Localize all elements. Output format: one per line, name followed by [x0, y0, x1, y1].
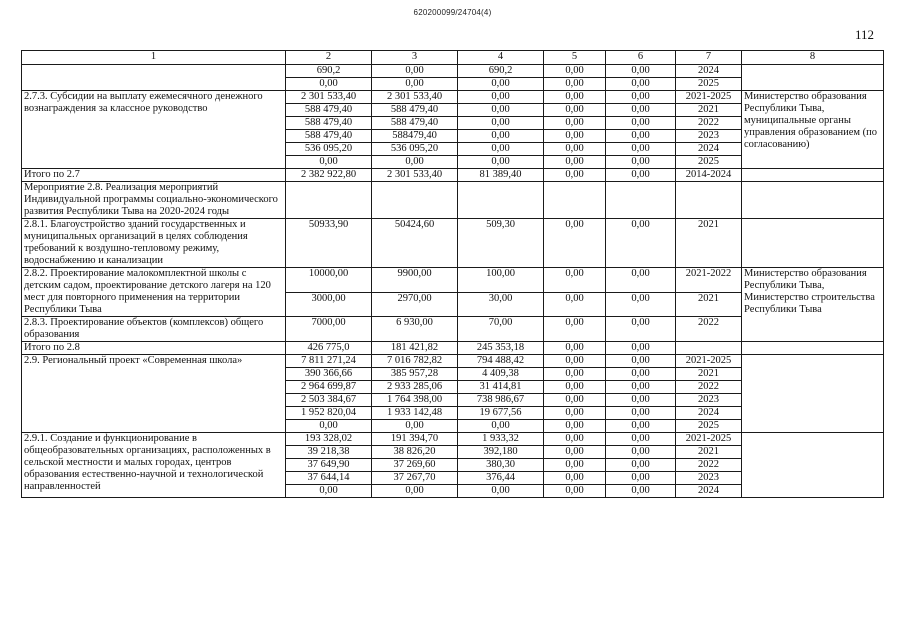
- amount-cell: 0,00: [372, 485, 458, 498]
- amount-cell: 0,00: [606, 394, 676, 407]
- amount-cell: 4 409,38: [458, 368, 544, 381]
- amount-cell: 3000,00: [286, 292, 372, 317]
- amount-cell: 1 764 398,00: [372, 394, 458, 407]
- period-cell: 2021-2022: [676, 268, 742, 293]
- table-header-row: [22, 51, 884, 65]
- period-cell: [676, 342, 742, 355]
- amount-cell: 0,00: [458, 420, 544, 433]
- period-cell: 2021-2025: [676, 433, 742, 446]
- amount-cell: 0,00: [372, 78, 458, 91]
- row-executor: [742, 355, 884, 433]
- amount-cell: 30,00: [458, 292, 544, 317]
- amount-cell: 0,00: [606, 130, 676, 143]
- amount-cell: 588 479,40: [372, 117, 458, 130]
- period-cell: 2024: [676, 143, 742, 156]
- amount-cell: 0,00: [544, 407, 606, 420]
- amount-cell: 536 095,20: [372, 143, 458, 156]
- amount-cell: 0,00: [544, 381, 606, 394]
- amount-cell: 100,00: [458, 268, 544, 293]
- amount-cell: 426 775,0: [286, 342, 372, 355]
- row-description: 2.8.3. Проектирование объектов (комплексов) общего образования: [22, 317, 286, 342]
- amount-cell: 0,00: [544, 485, 606, 498]
- row-description: 2.8.2. Проектирование малокомплектной школы с детским садом, проектирование детского лагеря на 120 мест для повторного применения на территории Республики Тыва: [22, 268, 286, 317]
- amount-cell: 0,00: [544, 65, 606, 78]
- amount-cell: 70,00: [458, 317, 544, 342]
- amount-cell: 37 269,60: [372, 459, 458, 472]
- amount-cell: 588 479,40: [286, 104, 372, 117]
- amount-cell: 0,00: [606, 433, 676, 446]
- period-cell: 2022: [676, 317, 742, 342]
- row-description: Итого по 2.7: [22, 169, 286, 182]
- amount-cell: 0,00: [286, 485, 372, 498]
- table-row: [22, 268, 884, 293]
- amount-cell: 0,00: [606, 407, 676, 420]
- amount-cell: 690,2: [458, 65, 544, 78]
- period-cell: 2025: [676, 156, 742, 169]
- amount-cell: 10000,00: [286, 268, 372, 293]
- amount-cell: 7 811 271,24: [286, 355, 372, 368]
- period-cell: 2023: [676, 472, 742, 485]
- amount-cell: 50933,90: [286, 219, 372, 268]
- row-description: [22, 65, 286, 91]
- amount-cell: 0,00: [544, 219, 606, 268]
- amount-cell: 390 366,66: [286, 368, 372, 381]
- page-number: 112: [854, 27, 874, 42]
- amount-cell: 0,00: [606, 317, 676, 342]
- amount-cell: 7 016 782,82: [372, 355, 458, 368]
- amount-cell: 509,30: [458, 219, 544, 268]
- amount-cell: 1 933,32: [458, 433, 544, 446]
- period-cell: [676, 182, 742, 219]
- amount-cell: 0,00: [286, 156, 372, 169]
- amount-cell: [286, 182, 372, 219]
- table-row: [22, 169, 884, 182]
- amount-cell: 0,00: [544, 91, 606, 104]
- amount-cell: 181 421,82: [372, 342, 458, 355]
- column-header: 2: [286, 51, 372, 65]
- budget-table: [21, 50, 884, 498]
- amount-cell: 245 353,18: [458, 342, 544, 355]
- period-cell: 2024: [676, 65, 742, 78]
- amount-cell: 0,00: [458, 91, 544, 104]
- period-cell: 2021: [676, 219, 742, 268]
- row-description: 2.7.3. Субсидии на выплату ежемесячного денежного вознаграждения за классное руководство: [22, 91, 286, 169]
- amount-cell: 0,00: [606, 368, 676, 381]
- amount-cell: 0,00: [544, 394, 606, 407]
- amount-cell: 0,00: [606, 268, 676, 293]
- table-row: [22, 65, 884, 78]
- amount-cell: 0,00: [372, 65, 458, 78]
- amount-cell: 380,30: [458, 459, 544, 472]
- row-executor: Министерство образования Республики Тыва, муниципальные органы управления образованием (по согласованию): [742, 91, 884, 169]
- amount-cell: [458, 182, 544, 219]
- period-cell: 2022: [676, 117, 742, 130]
- period-cell: 2024: [676, 485, 742, 498]
- table-row: [22, 355, 884, 368]
- amount-cell: 0,00: [544, 130, 606, 143]
- amount-cell: 0,00: [544, 143, 606, 156]
- amount-cell: 0,00: [606, 342, 676, 355]
- amount-cell: 588 479,40: [372, 104, 458, 117]
- amount-cell: 9900,00: [372, 268, 458, 293]
- period-cell: 2014-2024: [676, 169, 742, 182]
- amount-cell: 37 267,70: [372, 472, 458, 485]
- column-header: 3: [372, 51, 458, 65]
- amount-cell: 6 930,00: [372, 317, 458, 342]
- amount-cell: 0,00: [458, 104, 544, 117]
- amount-cell: 0,00: [372, 420, 458, 433]
- amount-cell: 39 218,38: [286, 446, 372, 459]
- column-header: 8: [742, 51, 884, 65]
- amount-cell: 690,2: [286, 65, 372, 78]
- amount-cell: 0,00: [458, 156, 544, 169]
- amount-cell: 392,180: [458, 446, 544, 459]
- amount-cell: 0,00: [606, 292, 676, 317]
- amount-cell: 0,00: [372, 156, 458, 169]
- amount-cell: 0,00: [286, 78, 372, 91]
- amount-cell: 1 952 820,04: [286, 407, 372, 420]
- amount-cell: 0,00: [606, 219, 676, 268]
- amount-cell: 0,00: [544, 472, 606, 485]
- period-cell: 2021-2025: [676, 355, 742, 368]
- amount-cell: 0,00: [544, 368, 606, 381]
- amount-cell: 0,00: [606, 104, 676, 117]
- row-executor: [742, 182, 884, 219]
- amount-cell: 0,00: [606, 381, 676, 394]
- period-cell: 2021: [676, 446, 742, 459]
- column-header: 1: [22, 51, 286, 65]
- period-cell: 2025: [676, 420, 742, 433]
- period-cell: 2022: [676, 459, 742, 472]
- amount-cell: 385 957,28: [372, 368, 458, 381]
- amount-cell: 0,00: [544, 104, 606, 117]
- amount-cell: 0,00: [544, 355, 606, 368]
- period-cell: 2024: [676, 407, 742, 420]
- amount-cell: 0,00: [544, 459, 606, 472]
- amount-cell: 0,00: [544, 420, 606, 433]
- amount-cell: 2 301 533,40: [372, 91, 458, 104]
- amount-cell: 588479,40: [372, 130, 458, 143]
- table-row: [22, 342, 884, 355]
- amount-cell: 19 677,56: [458, 407, 544, 420]
- row-description: 2.9.1. Создание и функционирование в общеобразовательных организациях, расположенных в сельской местности и малых городах, центров образования естественно-научной и технологической направленностей: [22, 433, 286, 498]
- amount-cell: 2 964 699,87: [286, 381, 372, 394]
- period-cell: 2021-2025: [676, 91, 742, 104]
- column-header: 5: [544, 51, 606, 65]
- amount-cell: 2 503 384,67: [286, 394, 372, 407]
- amount-cell: 7000,00: [286, 317, 372, 342]
- row-description: Мероприятие 2.8. Реализация мероприятий Индивидуальной программы социально-экономического развития Республики Тыва на 2020-2024 годы: [22, 182, 286, 219]
- amount-cell: 0,00: [606, 117, 676, 130]
- amount-cell: 738 986,67: [458, 394, 544, 407]
- amount-cell: 0,00: [544, 169, 606, 182]
- amount-cell: 191 394,70: [372, 433, 458, 446]
- amount-cell: [372, 182, 458, 219]
- row-description: 2.8.1. Благоустройство зданий государственных и муниципальных организаций в целях соблюдения требований к воздушно-тепловому режиму, водоснабжению и канализации: [22, 219, 286, 268]
- amount-cell: 0,00: [544, 433, 606, 446]
- row-executor: [742, 169, 884, 182]
- table-row: [22, 219, 884, 268]
- amount-cell: 0,00: [606, 472, 676, 485]
- amount-cell: 0,00: [458, 143, 544, 156]
- amount-cell: 0,00: [544, 292, 606, 317]
- amount-cell: 37 644,14: [286, 472, 372, 485]
- period-cell: 2025: [676, 78, 742, 91]
- row-executor: [742, 433, 884, 498]
- column-header: 6: [606, 51, 676, 65]
- amount-cell: 536 095,20: [286, 143, 372, 156]
- row-description: Итого по 2.8: [22, 342, 286, 355]
- amount-cell: 588 479,40: [286, 117, 372, 130]
- period-cell: 2021: [676, 104, 742, 117]
- amount-cell: 0,00: [606, 169, 676, 182]
- table-row: [22, 433, 884, 446]
- amount-cell: 0,00: [458, 485, 544, 498]
- amount-cell: 0,00: [606, 485, 676, 498]
- amount-cell: 0,00: [606, 420, 676, 433]
- amount-cell: 0,00: [606, 355, 676, 368]
- amount-cell: 2970,00: [372, 292, 458, 317]
- period-cell: 2021: [676, 292, 742, 317]
- period-cell: 2022: [676, 381, 742, 394]
- amount-cell: 0,00: [286, 420, 372, 433]
- column-header: 4: [458, 51, 544, 65]
- amount-cell: 0,00: [606, 78, 676, 91]
- amount-cell: 0,00: [544, 317, 606, 342]
- amount-cell: 0,00: [544, 268, 606, 293]
- amount-cell: 0,00: [544, 78, 606, 91]
- amount-cell: 0,00: [458, 78, 544, 91]
- amount-cell: 31 414,81: [458, 381, 544, 394]
- amount-cell: 0,00: [606, 143, 676, 156]
- amount-cell: 2 933 285,06: [372, 381, 458, 394]
- amount-cell: 2 301 533,40: [372, 169, 458, 182]
- amount-cell: 0,00: [606, 65, 676, 78]
- amount-cell: 193 328,02: [286, 433, 372, 446]
- amount-cell: 0,00: [606, 446, 676, 459]
- row-executor: [742, 65, 884, 91]
- amount-cell: 0,00: [606, 91, 676, 104]
- amount-cell: 2 301 533,40: [286, 91, 372, 104]
- amount-cell: 0,00: [606, 156, 676, 169]
- amount-cell: 794 488,42: [458, 355, 544, 368]
- amount-cell: 81 389,40: [458, 169, 544, 182]
- amount-cell: 50424,60: [372, 219, 458, 268]
- amount-cell: 0,00: [544, 342, 606, 355]
- period-cell: 2023: [676, 130, 742, 143]
- amount-cell: 0,00: [458, 130, 544, 143]
- document-number: 620200099/24704(4): [413, 8, 492, 17]
- column-header: 7: [676, 51, 742, 65]
- table-row: [22, 182, 884, 219]
- amount-cell: 0,00: [458, 117, 544, 130]
- amount-cell: 0,00: [544, 117, 606, 130]
- amount-cell: 0,00: [606, 459, 676, 472]
- row-executor: [742, 219, 884, 268]
- amount-cell: [606, 182, 676, 219]
- period-cell: 2023: [676, 394, 742, 407]
- row-executor: Министерство образования Республики Тыва, Министерство строительства Республики Тыва: [742, 268, 884, 342]
- row-description: 2.9. Региональный проект «Современная школа»: [22, 355, 286, 433]
- table-row: [22, 91, 884, 104]
- amount-cell: 0,00: [544, 156, 606, 169]
- amount-cell: 588 479,40: [286, 130, 372, 143]
- amount-cell: 38 826,20: [372, 446, 458, 459]
- amount-cell: 0,00: [544, 446, 606, 459]
- amount-cell: 1 933 142,48: [372, 407, 458, 420]
- amount-cell: 376,44: [458, 472, 544, 485]
- amount-cell: [544, 182, 606, 219]
- amount-cell: 37 649,90: [286, 459, 372, 472]
- period-cell: 2021: [676, 368, 742, 381]
- row-executor: [742, 342, 884, 355]
- amount-cell: 2 382 922,80: [286, 169, 372, 182]
